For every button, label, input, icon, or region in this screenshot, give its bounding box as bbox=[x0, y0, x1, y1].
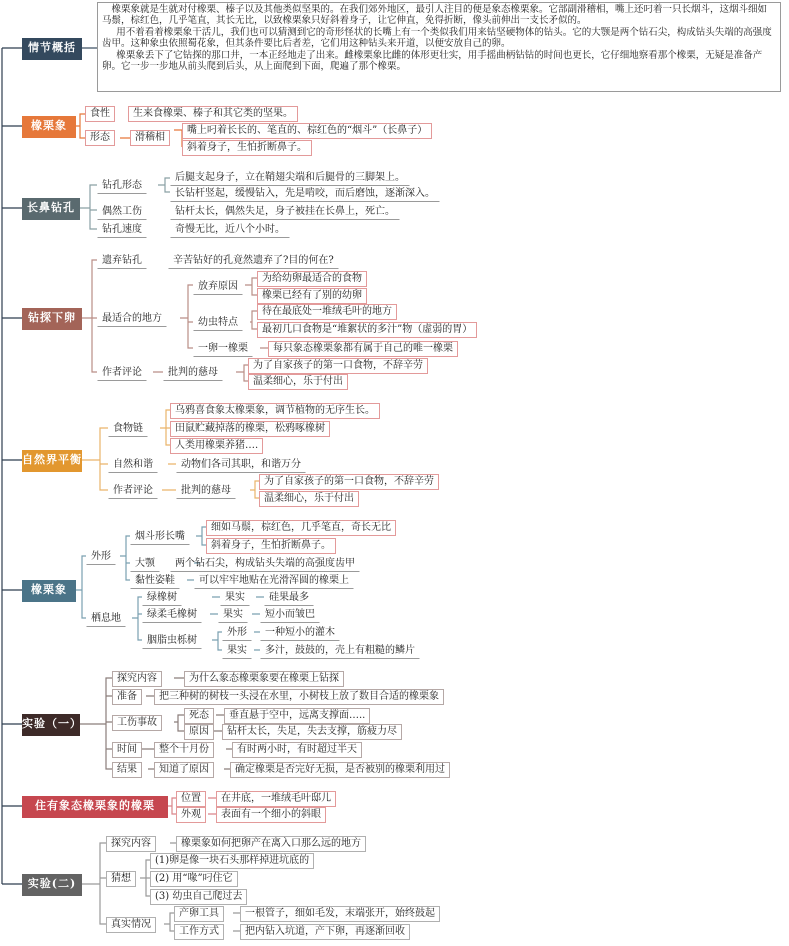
node-exp1-death[interactable]: 死态 bbox=[184, 708, 214, 724]
node-food-chain-2[interactable]: 田鼠贮藏掉落的橡栗，松鸦啄橡树 bbox=[170, 421, 330, 437]
node-one-egg[interactable]: 一卵一橡栗 bbox=[193, 341, 253, 357]
node-exp2-topic[interactable]: 探究内容 bbox=[106, 836, 156, 852]
category-infested-acorn[interactable]: 住有象态橡栗象的橡栗 bbox=[22, 796, 168, 818]
node-abandon-hole[interactable]: 遗弃钻孔 bbox=[97, 253, 147, 269]
node-critical-mother-2[interactable]: 批判的慈母 bbox=[176, 483, 236, 499]
node-exp2-guess[interactable]: 猜想 bbox=[106, 871, 136, 887]
summary-text bbox=[97, 2, 781, 92]
node-pipe-2[interactable]: 斜着身子，生怕折断鼻子。 bbox=[206, 538, 336, 554]
node-exp1-prep-value[interactable]: 把三种树的树枝一头浸在水里，小树枝上放了数目合适的橡栗象 bbox=[154, 689, 444, 705]
node-author-comment-1[interactable]: 作者评论 bbox=[97, 365, 147, 381]
node-shape[interactable]: 形态 bbox=[85, 130, 115, 146]
node-exp1-time[interactable]: 时间 bbox=[112, 742, 142, 758]
node-give-up-reason[interactable]: 放弃原因 bbox=[193, 279, 243, 295]
node-exp1-result-reason[interactable]: 知道了原因 bbox=[154, 762, 214, 778]
category-plot-summary[interactable]: 情节概括 bbox=[22, 38, 82, 60]
node-exp2-tool[interactable]: 产卵工具 bbox=[174, 906, 224, 922]
node-reason-1[interactable]: 为给幼卵最适合的食物 bbox=[257, 271, 367, 287]
node-exp2-guess-2[interactable]: (2) 用“喙”叼住它 bbox=[150, 871, 238, 887]
node-larva-1[interactable]: 待在最底处一堆绒毛叶的地方 bbox=[257, 304, 397, 320]
node-jaw-value[interactable]: 两个钻石尖，构成钻头失端的高强度齿甲 bbox=[170, 556, 360, 572]
node-kermes-fruit-value[interactable]: 多汁，鼓鼓的，壳上有粗糙的鳞片 bbox=[260, 643, 420, 659]
node-location[interactable]: 位置 bbox=[176, 791, 206, 807]
summary-para-2: 用不着看着橡栗象干活儿，我们也可以猜测到它的奇形怪状的长嘴上有一个类似我们用来钻坚硬物体的钻头。它的大颚是两个钻石尖，构成钻头失端的高强度齿甲。这种象虫依照蜀花象，但其条件要比后者差，它们用这种钻头来开道，以便安放自己的卵。 bbox=[102, 26, 772, 50]
node-downy-oak-fruit[interactable]: 果实 bbox=[218, 607, 248, 623]
node-shape-value-2[interactable]: 斜着身子，生怕折断鼻子。 bbox=[182, 140, 312, 156]
node-mother-2-b[interactable]: 温柔细心，乐于付出 bbox=[259, 491, 359, 507]
node-drill-form-2[interactable]: 长钻杆竖起，缓慢钻入，先是啃咬，而后磨蚀，逐渐深入。 bbox=[170, 186, 440, 202]
node-pipe-mouth[interactable]: 烟斗形长嘴 bbox=[130, 529, 190, 545]
node-exp2-topic-value[interactable]: 橡栗象如何把卵产在离入口那么远的地方 bbox=[176, 836, 366, 852]
node-exp1-prep[interactable]: 准备 bbox=[112, 689, 142, 705]
node-reason-2[interactable]: 橡栗已经有了别的幼卵 bbox=[257, 288, 367, 304]
node-mother-1-a[interactable]: 为了自家孩子的第一口食物，不辞辛劳 bbox=[248, 358, 428, 374]
node-author-comment-2[interactable]: 作者评论 bbox=[108, 483, 158, 499]
node-green-oak-value[interactable]: 硅果最多 bbox=[264, 590, 314, 606]
node-best-place[interactable]: 最适合的地方 bbox=[97, 311, 167, 327]
category-egg-laying[interactable]: 钻探下卵 bbox=[22, 308, 82, 330]
node-shape-value-1[interactable]: 嘴上叼着长长的、笔直的、棕红色的“烟斗”（长鼻子） bbox=[182, 123, 432, 139]
summary-para-1: 橡栗象就是生就对付橡栗、榛子以及其他类似坚果的。在我们郊外地区，最引人注目的便是象态橡栗象。它部副滑稽相，嘴上还叼着一只长烟斗，这烟斗细如马鬃，棕红色，几乎笔直，其长无比，以致橡栗象只好斜着身子，让它伸直，免得折断，像头前伸出一支长矛似的。 bbox=[102, 4, 768, 27]
node-downy-oak-value[interactable]: 短小而皱巴 bbox=[260, 607, 320, 623]
node-exp2-tool-value[interactable]: 一根管子，细如毛发，末端张开，始终鼓起 bbox=[240, 906, 440, 922]
category-weevil-1[interactable]: 橡栗象 bbox=[22, 116, 76, 138]
node-look-value[interactable]: 表面有一个细小的斜眼 bbox=[216, 807, 326, 823]
node-exp1-death-value[interactable]: 垂直悬于空中，远离支撑面….. bbox=[224, 708, 370, 724]
node-pipe-1[interactable]: 细如马鬃，棕红色，几乎笔直，奇长无比 bbox=[206, 520, 396, 536]
node-exp1-result[interactable]: 结果 bbox=[112, 762, 142, 778]
node-kermes-shape-value[interactable]: 一种短小的灌木 bbox=[260, 625, 340, 641]
node-food-chain[interactable]: 食物链 bbox=[108, 421, 148, 437]
summary-para-3: 橡栗象丢下了它钻探的那口井，一本正经地走了出来。雌橡栗象比雌的体形更壮实，用手摇曲柄钻钻的时间也更长，它仔细地察看那个橡栗，无疑是准备产卵。它一步一步地从前头爬到后头，从上面爬到下面，爬遍了那个橡栗。 bbox=[102, 49, 763, 73]
node-larva-feature[interactable]: 幼虫特点 bbox=[193, 315, 243, 331]
node-accident-value[interactable]: 钻杆太长，偶然失足，身子被挂在长鼻上，死亡。 bbox=[170, 204, 400, 220]
node-sticky-feet[interactable]: 黏性姿鞋 bbox=[130, 573, 180, 589]
node-exp1-time-duration[interactable]: 有时两小时，有时超过半天 bbox=[232, 742, 362, 758]
category-nature-balance[interactable]: 自然界平衡 bbox=[22, 450, 82, 472]
node-kermes-oak[interactable]: 胭脂虫栎树 bbox=[142, 633, 202, 649]
node-critical-mother-1[interactable]: 批判的慈母 bbox=[163, 365, 223, 381]
node-larva-2[interactable]: 最初几口食物是“堆絮状的多汁”物（虚弱的胃） bbox=[257, 322, 477, 338]
node-food-chain-3[interactable]: 人类用橡栗养猪…. bbox=[170, 438, 263, 454]
category-drilling[interactable]: 长鼻钻孔 bbox=[22, 198, 80, 220]
node-kermes-fruit[interactable]: 果实 bbox=[222, 643, 252, 659]
node-abandon-hole-value[interactable]: 辛苦钻好的孔竟然遗弃了?目的何在? bbox=[168, 253, 339, 269]
node-exp2-guess-3[interactable]: (3) 幼虫自己爬过去 bbox=[150, 889, 247, 905]
node-harmony[interactable]: 自然和谐 bbox=[108, 457, 158, 473]
category-weevil-2[interactable]: 橡栗象 bbox=[22, 580, 76, 602]
node-exp1-topic-value[interactable]: 为什么象态橡栗象要在橡栗上钻探 bbox=[184, 671, 344, 687]
node-exp1-cause[interactable]: 原因 bbox=[184, 724, 214, 740]
node-drill-form[interactable]: 钻孔形态 bbox=[97, 178, 147, 194]
node-harmony-value[interactable]: 动物们各司其职，和谐万分 bbox=[176, 457, 306, 473]
node-drill-form-1[interactable]: 后腿支起身子，立在鞘翅尖端和后腿骨的三脚架上。 bbox=[170, 170, 410, 186]
node-kermes-shape[interactable]: 外形 bbox=[222, 625, 252, 641]
node-mother-2-a[interactable]: 为了自家孩子的第一口食物，不辞辛劳 bbox=[259, 474, 439, 490]
node-drill-speed[interactable]: 钻孔速度 bbox=[97, 222, 147, 238]
node-funny-look[interactable]: 滑稽相 bbox=[130, 130, 170, 146]
node-exp1-topic[interactable]: 探究内容 bbox=[112, 671, 162, 687]
node-exp2-truth[interactable]: 真实情况 bbox=[106, 917, 156, 933]
node-diet-value[interactable]: 生来食橡栗、榛子和其它类的坚果。 bbox=[128, 106, 298, 122]
node-exp2-method-value[interactable]: 把内钻入坑道，产下卵，再逐渐回收 bbox=[240, 924, 410, 940]
node-location-value[interactable]: 在井底，一堆绒毛叶邸儿 bbox=[216, 791, 336, 807]
node-downy-oak[interactable]: 绿柔毛橡树 bbox=[142, 607, 202, 623]
node-exp1-cause-value[interactable]: 钻杆太长，失足，失去支撑，筋疲力尽 bbox=[222, 724, 402, 740]
node-drill-speed-value[interactable]: 奇慢无比，近八个小时。 bbox=[170, 222, 290, 238]
node-green-oak-fruit[interactable]: 果实 bbox=[220, 590, 250, 606]
node-jaw[interactable]: 大颚 bbox=[130, 556, 160, 572]
node-exp2-guess-1[interactable]: (1)卵是像一块石头那样掉进坑底的 bbox=[150, 853, 314, 869]
node-food-chain-1[interactable]: 乌鸦喜食象太橡栗象，调节植物的无序生长。 bbox=[170, 403, 380, 419]
node-one-egg-value[interactable]: 每只象态橡栗象都有属于自己的唯一橡栗 bbox=[268, 341, 458, 357]
node-sticky-feet-value[interactable]: 可以牢牢地贴在光滑浑圆的橡栗上 bbox=[194, 573, 354, 589]
node-exp2-method[interactable]: 工作方式 bbox=[174, 924, 224, 940]
node-look[interactable]: 外观 bbox=[176, 807, 206, 823]
node-green-oak[interactable]: 绿橡树 bbox=[142, 590, 182, 606]
node-exp1-result-value[interactable]: 确定橡栗是否完好无损，是否被别的橡栗利用过 bbox=[230, 762, 450, 778]
node-accident[interactable]: 偶然工伤 bbox=[97, 204, 147, 220]
node-mother-1-b[interactable]: 温柔细心，乐于付出 bbox=[248, 374, 348, 390]
node-diet[interactable]: 食性 bbox=[85, 106, 115, 122]
node-exp1-accident[interactable]: 工伤事故 bbox=[112, 715, 162, 731]
node-appearance[interactable]: 外形 bbox=[86, 549, 116, 565]
node-exp1-time-month[interactable]: 整个十月份 bbox=[154, 742, 214, 758]
node-habitat[interactable]: 栖息地 bbox=[86, 611, 126, 627]
category-experiment-1[interactable]: 实验（一） bbox=[22, 714, 80, 736]
category-experiment-2[interactable]: 实验(二) bbox=[22, 874, 82, 896]
